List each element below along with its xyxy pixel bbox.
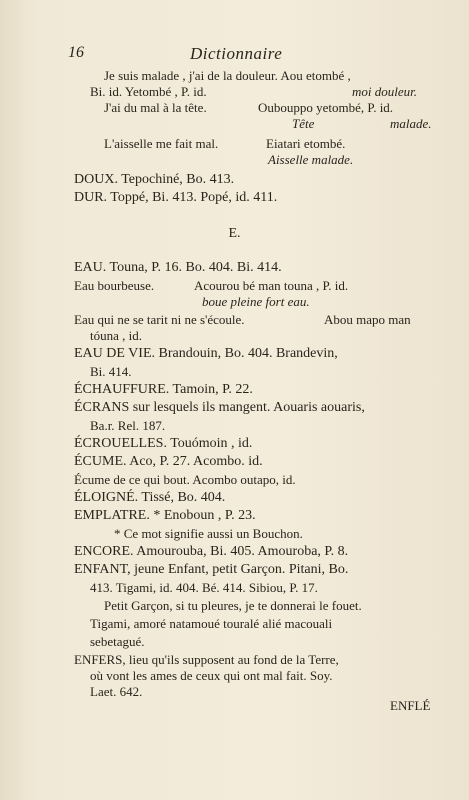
headword-line: EAU. Touna, P. 16. Bo. 404. Bi. 414. <box>74 260 282 275</box>
gloss-line: malade. <box>390 116 432 131</box>
entry-line: Écume de ce qui bout. Acombo outapo, id. <box>74 472 296 487</box>
entry-line: sebetagué. <box>90 634 145 649</box>
entry-line: 413. Tigami, id. 404. Bé. 414. Sibiou, P. 17. <box>90 580 318 595</box>
headword-line: ENCORE. Amourouba, Bi. 405. Amouroba, P. 8. <box>74 544 349 559</box>
headword-line: ÉCHAUFFURE. Tamoin, P. 22. <box>74 382 253 397</box>
headword-line: DUR. Toppé, Bi. 413. Popé, id. 411. <box>74 190 278 205</box>
headword-line: ENFANT, jeune Enfant, petit Garçon. Pitani, Bo. <box>74 562 349 577</box>
headword-line: ÉCROUELLES. Touómoin , id. <box>74 436 253 451</box>
entry-line: L'aisselle me fait mal. <box>104 136 219 151</box>
page-number: 16 <box>68 44 84 61</box>
entry-line: Bi. 414. <box>90 364 132 379</box>
entry-line: Eau qui ne se tarit ni ne s'écoule. <box>74 312 245 327</box>
running-head: Dictionnaire <box>190 44 283 63</box>
entry-line: où vont les ames de ceux qui ont mal fait. Soy. <box>90 668 333 683</box>
entry-line: Oubouppo yetombé, P. id. <box>258 100 394 115</box>
headword-line: EAU DE VIE. Brandouin, Bo. 404. Brandevin, <box>74 346 338 361</box>
entry-line: Abou mapo man <box>324 312 411 327</box>
gloss-line: boue pleine fort eau. <box>202 294 310 309</box>
entry-line: Je suis malade , j'ai de la douleur. Aou etombé , <box>104 68 351 83</box>
entry-line: Tigami, amoré natamoué touralé alié macouali <box>90 616 333 631</box>
entry-line: Acourou bé man touna , P. id. <box>194 278 349 293</box>
page-header <box>0 44 469 66</box>
headword-line: DOUX. Tepochiné, Bo. 413. <box>74 172 235 187</box>
entry-line: Bi. id. Yetombé , P. id. <box>90 84 207 99</box>
entry-line: Laet. 642. <box>90 684 143 699</box>
entry-line: Eau bourbeuse. <box>74 278 155 293</box>
section-letter: E. <box>228 226 241 241</box>
headword-line: ÉCRANS sur lesquels ils mangent. Aouaris aouaris, <box>74 400 365 415</box>
footnote-line: * Ce mot signifie aussi un Bouchon. <box>114 526 303 541</box>
gloss-line: moi douleur. <box>352 84 417 99</box>
headword-line: ÉLOIGNÉ. Tissé, Bo. 404. <box>74 490 226 505</box>
entry-line: tóuna , id. <box>90 328 142 343</box>
entry-line: Eiatari etombé. <box>266 136 346 151</box>
catchword: ENFLÉ <box>390 698 431 713</box>
entry-line: Petit Garçon, si tu pleures, je te donnerai le fouet. <box>104 598 362 613</box>
headword-line: EMPLATRE. * Enoboun , P. 23. <box>74 508 256 523</box>
entry-line: Ba.r. Rel. 187. <box>90 418 166 433</box>
entry-line: J'ai du mal à la tête. <box>104 100 207 115</box>
headword-line: ÉCUME. Aco, P. 27. Acombo. id. <box>74 454 263 469</box>
gloss-line: Tête <box>292 116 315 131</box>
gloss-line: Aisselle malade. <box>268 152 354 167</box>
headword-line: ENFERS, lieu qu'ils supposent au fond de la Terre, <box>74 652 339 667</box>
